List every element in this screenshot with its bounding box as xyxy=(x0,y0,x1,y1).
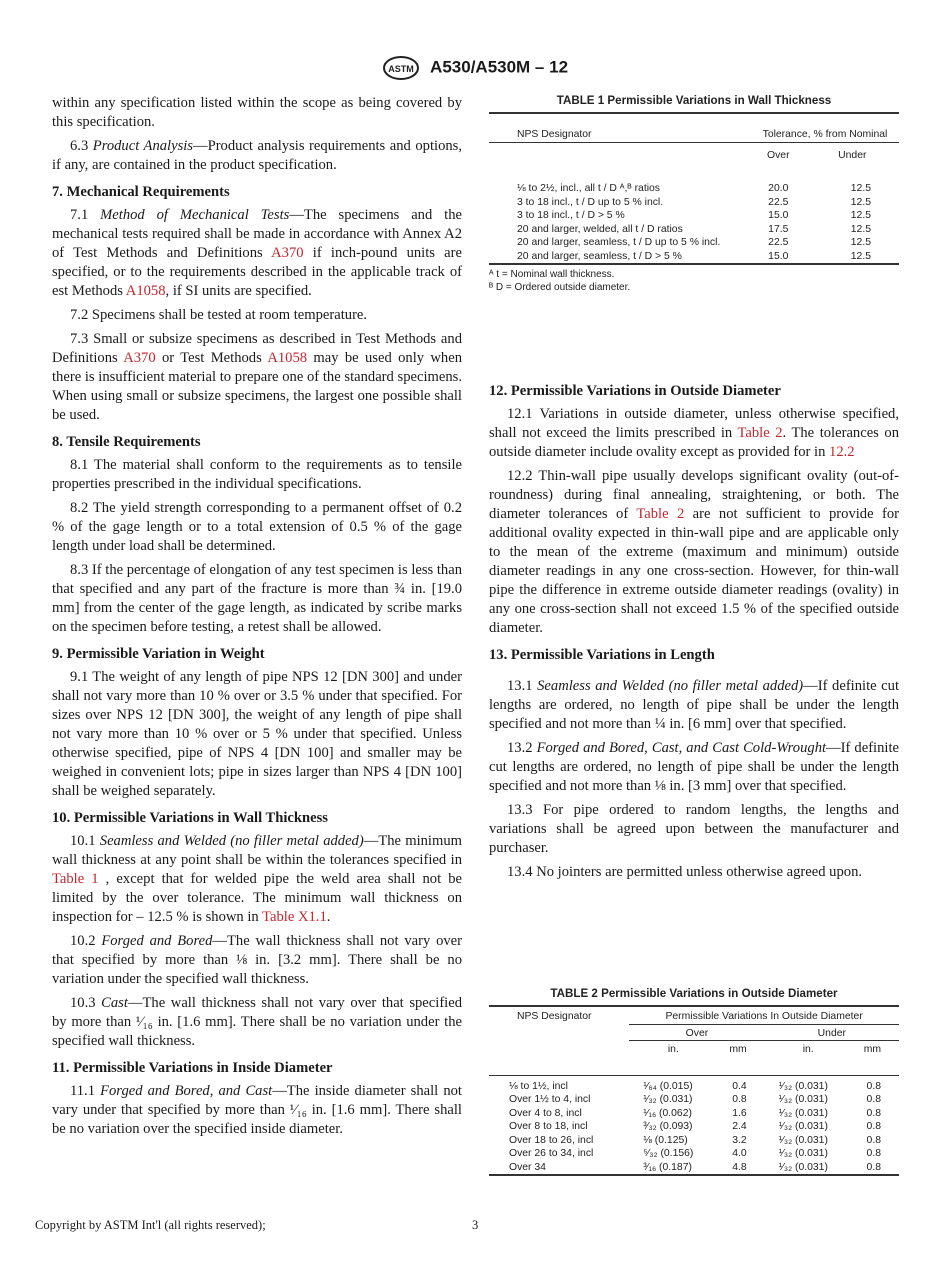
table-2-title: TABLE 2 Permissible Variations in Outside Diameter xyxy=(550,987,838,1000)
over-mm-cell: 4.8 xyxy=(732,1161,747,1173)
paragraph xyxy=(489,467,899,638)
table-row xyxy=(489,1093,899,1107)
nps-cell: 3 to 18 incl., t / D > 5 % xyxy=(517,210,625,221)
page-number: 3 xyxy=(472,1218,479,1232)
over-in-cell: ¹⁄₆₄ (0.015) xyxy=(643,1080,693,1092)
cross-reference-link[interactable]: A370 xyxy=(123,350,156,366)
text-run: or Test Methods xyxy=(155,350,268,366)
col-header-nps: NPS Designator xyxy=(517,1011,592,1022)
table-row xyxy=(489,162,899,196)
text-run: 7.2 Specimens shall be tested at room temperature. xyxy=(70,307,368,323)
under-mm-cell: 0.8 xyxy=(866,1094,881,1105)
text-run: 11. Permissible Variations in Inside Diameter xyxy=(52,1060,333,1076)
col-header-tolerance: Tolerance, % from Nominal xyxy=(762,129,888,140)
over-in-cell: ³⁄₃₂ (0.093) xyxy=(643,1121,693,1132)
nps-cell: Over 26 to 34, incl xyxy=(509,1148,594,1159)
under-cell: 12.5 xyxy=(850,223,871,235)
under-in-cell: ¹⁄₃₂ (0.031) xyxy=(778,1134,828,1146)
over-mm-cell: 0.4 xyxy=(732,1080,747,1092)
under-mm-cell: 0.8 xyxy=(866,1161,881,1173)
under-cell: 12.5 xyxy=(850,183,871,194)
nps-cell: Over 18 to 26, incl xyxy=(509,1134,594,1146)
table-1 xyxy=(489,94,899,294)
nps-cell: 20 and larger, seamless, t / D up to 5 % incl. xyxy=(517,237,721,248)
under-cell: 12.5 xyxy=(850,196,871,208)
nps-cell: Over 1½ to 4, incl xyxy=(509,1094,591,1105)
section-heading xyxy=(52,1059,462,1078)
footnote-b: ᴮ D = Ordered outside diameter. xyxy=(489,282,631,293)
text-run: within any specification listed within the scope as being covered by this specification. xyxy=(52,95,462,130)
right-column xyxy=(489,374,899,887)
paragraph xyxy=(52,832,462,927)
cross-reference-link[interactable]: Table 2 xyxy=(737,425,783,441)
text-run: may be used only when there is insufficient material to prepare one of the standard specimens. When using small or subsize specimens, the largest one possible shall be used. xyxy=(52,350,463,423)
paragraph-title: Product Analysis xyxy=(92,138,193,154)
paragraph xyxy=(52,932,462,989)
copyright-notice: Copyright by ASTM Int'l (all rights reserved); xyxy=(35,1218,266,1232)
text-run: 7. Mechanical Requirements xyxy=(52,184,230,200)
paragraph xyxy=(489,863,899,882)
nps-cell: 3 to 18 incl., t / D up to 5 % incl. xyxy=(517,196,664,208)
over-cell: 17.5 xyxy=(768,223,789,235)
paragraph xyxy=(489,405,899,462)
cross-reference-link[interactable]: Table 1 xyxy=(52,871,99,887)
text-run: —The wall thickness shall not vary over that specified by more than ¹⁄₁₆ in. [1.6 mm]. There shall be no variation under the specified wall thickness. xyxy=(52,995,463,1049)
paragraph xyxy=(52,306,462,325)
table-row xyxy=(489,209,899,223)
table-row xyxy=(489,236,899,250)
text-run: 11.1 xyxy=(70,1083,101,1099)
paragraph xyxy=(489,801,899,858)
text-run: 9.1 The weight of any length of pipe NPS 12 [DN 300] and under shall not vary more than 10 % over or 3.5 % under that specified. For sizes over NPS 12 [DN 300], the weight of any length of pipe shall not vary more than 10 % over or 5 % under that specified. Unless otherwise specified, pipe of NPS 4 [DN 100] and smaller may be weighed in convenient lots; pipe in sizes larger than NPS 4 [DN 100] shall be weighed separately. xyxy=(52,669,462,799)
text-run: 13.1 xyxy=(507,678,538,694)
text-run: , if SI units are specified. xyxy=(165,283,312,299)
over-in-cell: ¹⁄₁₆ (0.062) xyxy=(643,1107,692,1119)
under-mm-cell: 0.8 xyxy=(866,1134,881,1146)
over-cell: 20.0 xyxy=(768,183,789,194)
over-in-cell: ³⁄₁₆ (0.187) xyxy=(643,1161,692,1173)
text-run: 6.3 xyxy=(70,138,93,154)
table-row xyxy=(489,1161,899,1175)
under-cell: 12.5 xyxy=(850,250,871,262)
text-run: —If definite cut lengths are ordered, no length of pipe shall be under the length specified and not more than ¼ in. [6 mm] over that specified. xyxy=(489,678,900,732)
text-run: —The minimum wall thickness at any point shall be within the tolerances specified in xyxy=(52,833,462,868)
table-row xyxy=(489,1075,899,1093)
over-cell: 22.5 xyxy=(768,196,789,208)
text-run: —The wall thickness shall not vary over that specified by more than ⅛ in. [3.2 mm]. There shall be no variation under the specified wall thickness. xyxy=(52,933,463,987)
text-run: are not sufficient to provide for additional ovality expected in thin-wall pipe and are applicable only to the mean of the extreme (maximum and minimum) outside diameter readings in any one cross-section. However, for thin-wall pipe the difference in extreme outside diameter readings (ovality) in any one cross-section shall not exceed 1.5 % of the specified outside diameter. xyxy=(489,506,899,636)
over-mm-cell: 2.4 xyxy=(732,1121,747,1132)
text-run: 12.2 Thin-wall pipe usually develops significant ovality (out-of-roundness) during final annealing, straightening, or both. The diameter tolerances of xyxy=(489,468,899,522)
nps-cell: Over 8 to 18, incl xyxy=(509,1121,588,1132)
text-run: 7.3 Small or subsize specimens as described in Test Methods and Definitions xyxy=(52,331,462,366)
paragraph xyxy=(52,137,462,175)
paragraph-title: Cast xyxy=(101,995,128,1011)
text-run: 9. Permissible Variation in Weight xyxy=(52,646,265,662)
under-mm-cell: 0.8 xyxy=(866,1148,881,1159)
col-header-over-mm: mm xyxy=(729,1044,747,1055)
paragraph-title: Seamless and Welded (no filler metal added) xyxy=(537,678,804,694)
text-run: 8.2 The yield strength corresponding to a permanent offset of 0.2 % of the gage length or to a total extension of 0.5 % of the gage length under load shall be determined. xyxy=(52,500,462,554)
text-run: 12. Permissible Variations in Outside Diameter xyxy=(489,383,781,399)
text-run: 8.3 If the percentage of elongation of any test specimen is less than that specified and any part of the fracture is more than ¾ in. [19.0 mm] from the center of the gage length, as indicated by scribe marks on the specimen before testing, a retest shall be allowed. xyxy=(52,562,462,635)
text-run: 8. Tensile Requirements xyxy=(52,434,201,450)
paragraph xyxy=(52,994,462,1051)
col-header-under-mm: mm xyxy=(863,1044,881,1055)
nps-cell: ⅛ to 2½, incl., all t / D ᴬ,ᴮ ratios xyxy=(517,183,660,194)
col-header-nps: NPS Designator xyxy=(517,129,592,140)
col-header-under: Under xyxy=(765,1024,899,1041)
text-run: 10.3 xyxy=(70,995,102,1011)
nps-cell: Over 4 to 8, incl xyxy=(509,1107,582,1119)
nps-cell: Over 34 xyxy=(509,1161,546,1173)
under-mm-cell: 0.8 xyxy=(866,1121,881,1132)
paragraph xyxy=(52,499,462,556)
cross-reference-link[interactable]: A1058 xyxy=(267,350,308,366)
document-designation: A530/A530M – 12 xyxy=(430,57,569,77)
section-heading xyxy=(489,646,899,665)
text-run: , except that for welded pipe the weld area shall not be limited by the over tolerance. The minimum wall thickness on inspection for – 12.5 % is shown in xyxy=(52,871,462,925)
over-mm-cell: 0.8 xyxy=(732,1094,747,1105)
over-cell: 15.0 xyxy=(768,210,789,221)
section-heading xyxy=(52,809,462,828)
section-heading xyxy=(52,433,462,452)
col-header-under-in: in. xyxy=(802,1044,814,1055)
col-header-under: Under xyxy=(838,149,867,161)
text-run: 10.1 xyxy=(70,833,100,849)
under-in-cell: ¹⁄₃₂ (0.031) xyxy=(778,1161,828,1173)
table-row xyxy=(489,196,899,210)
paragraph xyxy=(52,206,462,301)
col-header-over-in: in. xyxy=(667,1044,679,1055)
cross-reference-link[interactable]: Table X1.1 xyxy=(262,909,327,925)
table-row xyxy=(489,1134,899,1148)
under-in-cell: ¹⁄₃₂ (0.031) xyxy=(778,1107,828,1119)
text-run: —The specimens and the mechanical tests required shall be made in accordance with Annex A2 of Test Methods and Definitions xyxy=(52,207,462,261)
table-row xyxy=(489,1147,899,1161)
paragraph xyxy=(52,1082,462,1139)
paragraph xyxy=(52,94,462,132)
paragraph-title: Forged and Bored, Cast, and Cast Cold-Wrought xyxy=(536,740,827,756)
text-run: 7.1 xyxy=(70,207,101,223)
table-row xyxy=(489,1107,899,1121)
nps-cell: 20 and larger, seamless, t / D > 5 % xyxy=(517,250,682,262)
text-run: —If definite cut lengths are ordered, no length of pipe shall be under the length specified and not more than ⅛ in. [3 mm] over that specified. xyxy=(489,740,899,794)
under-mm-cell: 0.8 xyxy=(866,1080,881,1092)
page-header xyxy=(0,56,950,80)
over-cell: 15.0 xyxy=(768,250,789,262)
over-mm-cell: 1.6 xyxy=(732,1107,747,1119)
svg-text:ASTM: ASTM xyxy=(388,64,414,74)
section-heading xyxy=(52,645,462,664)
text-run: —The inside diameter shall not vary under that specified by more than ¹⁄₁₆ in. [1.6 mm]. There shall be no variation over the specified inside diameter. xyxy=(52,1083,462,1137)
col-header-variations: Permissible Variations In Outside Diameter xyxy=(629,1006,899,1024)
col-header-over: Over xyxy=(767,149,790,161)
under-mm-cell: 0.8 xyxy=(866,1107,881,1119)
table-1-title: TABLE 1 Permissible Variations in Wall Thickness xyxy=(556,94,832,107)
over-cell: 22.5 xyxy=(768,237,789,248)
over-in-cell: ⅛ (0.125) xyxy=(643,1134,688,1146)
cross-reference-link[interactable]: Table 2 xyxy=(636,506,685,522)
paragraph-title: Seamless and Welded (no filler metal added) xyxy=(99,833,364,849)
table-row xyxy=(489,250,899,264)
over-mm-cell: 4.0 xyxy=(732,1148,747,1159)
text-run: . The tolerances on outside diameter include ovality except as provided for in xyxy=(489,425,899,460)
paragraph-title: Method of Mechanical Tests xyxy=(100,207,290,223)
col-header-over: Over xyxy=(629,1024,764,1041)
table-row xyxy=(489,223,899,237)
text-run: . xyxy=(326,909,331,925)
paragraph xyxy=(52,668,462,801)
table-2 xyxy=(489,987,899,1176)
text-run: 10.2 xyxy=(70,933,102,949)
nps-cell: ⅛ to 1½, incl xyxy=(509,1080,568,1092)
paragraph xyxy=(52,561,462,637)
paragraph xyxy=(489,739,899,796)
under-in-cell: ¹⁄₃₂ (0.031) xyxy=(778,1148,828,1159)
cross-reference-link[interactable]: 12.2 xyxy=(829,444,855,460)
over-in-cell: ⁵⁄₃₂ (0.156) xyxy=(643,1148,694,1159)
text-run: 12.1 Variations in outside diameter, unless otherwise specified, shall not exceed the limits prescribed in xyxy=(489,406,899,441)
left-column xyxy=(52,94,462,1144)
paragraph-title: Forged and Bored, and Cast xyxy=(100,1083,273,1099)
under-in-cell: ¹⁄₃₂ (0.031) xyxy=(778,1121,828,1132)
under-cell: 12.5 xyxy=(850,210,871,221)
under-in-cell: ¹⁄₃₂ (0.031) xyxy=(778,1080,828,1092)
table-row xyxy=(489,1120,899,1134)
paragraph xyxy=(52,330,462,425)
text-run: if inch-pound units are specified, or to the requirements described in the applicable track of est Methods xyxy=(52,245,462,299)
text-run: 8.1 The material shall conform to the requirements as to tensile properties prescribed in the individual specifications. xyxy=(52,457,462,492)
over-in-cell: ¹⁄₃₂ (0.031) xyxy=(643,1094,693,1105)
text-run: —Product analysis requirements and options, if any, are contained in the product specification. xyxy=(52,138,462,173)
text-run: 13. Permissible Variations in Length xyxy=(489,647,715,663)
paragraph xyxy=(52,456,462,494)
section-heading xyxy=(52,183,462,202)
under-cell: 12.5 xyxy=(850,237,871,248)
text-run: 13.4 No jointers are permitted unless otherwise agreed upon. xyxy=(507,864,863,880)
under-in-cell: ¹⁄₃₂ (0.031) xyxy=(778,1094,828,1105)
over-mm-cell: 3.2 xyxy=(732,1134,747,1146)
cross-reference-link[interactable]: A370 xyxy=(271,245,304,261)
paragraph-title: Forged and Bored xyxy=(101,933,213,949)
footnote-a: ᴬ t = Nominal wall thickness. xyxy=(489,269,615,280)
text-run: 13.2 xyxy=(507,740,537,756)
paragraph xyxy=(489,677,899,734)
text-run: 13.3 For pipe ordered to random lengths, the lengths and variations shall be agreed upon between the manufacturer and purchaser. xyxy=(489,802,899,856)
text-run: 10. Permissible Variations in Wall Thickness xyxy=(52,810,328,826)
section-heading xyxy=(489,382,899,401)
astm-logo-icon xyxy=(382,56,420,80)
nps-cell: 20 and larger, welded, all t / D ratios xyxy=(517,223,683,235)
cross-reference-link[interactable]: A1058 xyxy=(125,283,166,299)
